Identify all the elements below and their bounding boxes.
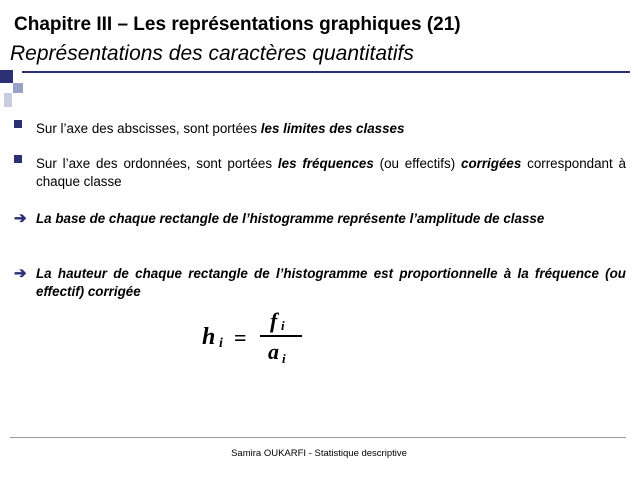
bullet-emphasis: les fréquences (277, 156, 374, 171)
title-underline (22, 71, 630, 73)
arrow-right-icon: ➔ (14, 265, 27, 282)
arrow-point-text: La base de chaque rectangle de l’histogramme représente l’amplitude de classe (36, 211, 545, 226)
formula-denominator: a (268, 339, 279, 364)
formula-lhs: h (202, 324, 216, 350)
formula-lhs-sub: i (219, 336, 223, 351)
arrow-point-1 (14, 210, 626, 228)
square-bullet-icon (14, 120, 22, 128)
page-title: Chapitre III – Les représentations graphiques (21) (14, 14, 461, 35)
bullet-text-after: correspondant à chaque classe (36, 156, 627, 189)
decor-square-light (13, 83, 23, 93)
fraction-bar (260, 335, 302, 337)
arrow-point-2 (14, 265, 626, 301)
formula-equals: = (234, 325, 247, 350)
bullet-2 (14, 155, 626, 191)
bullet-emphasis-2: corrigées (461, 156, 522, 171)
footer-divider (10, 437, 626, 438)
formula-numerator: f (270, 308, 278, 333)
decor-square-pale (4, 93, 12, 107)
decor-square-dark (0, 70, 13, 83)
formula (202, 304, 312, 368)
bullet-emphasis: les limites des classes (260, 121, 405, 136)
formula-numerator-sub: i (281, 318, 285, 333)
arrow-point-text: La hauteur de chaque rectangle de l’histogramme est proportionnelle à la fréquence (ou effectif) corrigée (36, 266, 626, 299)
bullet-text: Sur l’axe des abscisses, sont portées (36, 121, 261, 136)
formula-denominator-sub: i (282, 351, 286, 366)
bullet-1 (14, 120, 626, 138)
page-subtitle: Représentations des caractères quantitatifs (10, 42, 414, 65)
bullet-text-middle: (ou effectifs) (373, 156, 461, 171)
square-bullet-icon (14, 155, 22, 163)
footer: Samira OUKARFI - Statistique descriptive (231, 448, 407, 459)
bullet-text: Sur l’axe des ordonnées, sont portées (36, 156, 278, 171)
arrow-right-icon: ➔ (14, 210, 27, 227)
